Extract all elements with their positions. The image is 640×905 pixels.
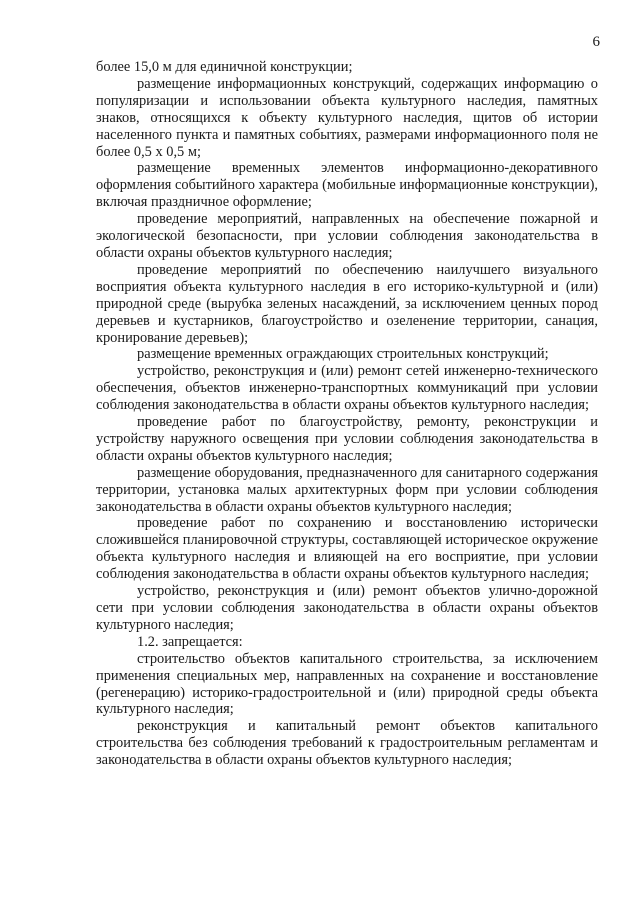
document-body (96, 59, 598, 769)
paragraph: размещение временных элементов информационно-декоративного оформления событийного характера (мобильные информационные конструкции), включая праздничное оформление; (96, 160, 598, 211)
paragraph: размещение временных ограждающих строительных конструкций; (137, 346, 549, 363)
paragraph: более 15,0 м для единичной конструкции; (96, 59, 353, 75)
paragraph: проведение работ по сохранению и восстановлению исторически сложившейся планировочной структуры, составляющей историческое окружение объекта культурного наследия и влияющей на его восприятие, при условии соблюдения законодательства в области охраны объектов культурного наследия; (96, 515, 598, 583)
paragraph: строительство объектов капитального строительства, за исключением применения специальных мер, направленных на сохранение и восстановление (регенерацию) историко-градостроительной и (или) природной среды объекта культурного наследия; (96, 650, 598, 718)
section-heading: 1.2. запрещается: (137, 633, 243, 650)
paragraph: проведение мероприятий по обеспечению наилучшего визуального восприятия объекта культурного наследия в его историко-культурной и (или) природной среде (вырубка зеленых насаждений, за исключением ценных пород деревьев и кустарников, благоустройство и озеленение территории, санация, кронирование деревьев); (96, 261, 598, 346)
paragraph: размещение оборудования, предназначенного для санитарного содержания территории, установка малых архитектурных форм при условии соблюдения законодательства в области охраны объектов культурного наследия; (96, 464, 598, 515)
paragraph: проведение работ по благоустройству, ремонту, реконструкции и устройству наружного освещения при условии соблюдения законодательства в области охраны объектов культурного наследия; (96, 414, 598, 464)
paragraph: размещение информационных конструкций, содержащих информацию о популяризации и использовании объекта культурного наследия, памятных знаков, относящихся к объекту культурного наследия, щитов об истории населенного пункта и памятных событиях, размерами информационного поля не более 0,5 х 0,5 м; (96, 75, 598, 160)
page-number: 6 (592, 34, 600, 50)
paragraph: реконструкция и капитальный ремонт объектов капитального строительства без соблюдения требований к градостроительным регламентам и законодательства в области охраны объектов культурного наследия; (96, 718, 598, 769)
paragraph: устройство, реконструкция и (или) ремонт объектов улично-дорожной сети при условии соблюдения законодательства в области охраны объектов культурного наследия; (96, 583, 598, 633)
paragraph: устройство, реконструкция и (или) ремонт сетей инженерно-технического обеспечения, объектов инженерно-транспортных коммуникаций при условии соблюдения законодательства в области охраны объектов культурного наследия; (96, 363, 598, 414)
paragraph: проведение мероприятий, направленных на обеспечение пожарной и экологической безопасности, при условии соблюдения законодательства в области охраны объектов культурного наследия; (96, 211, 598, 261)
